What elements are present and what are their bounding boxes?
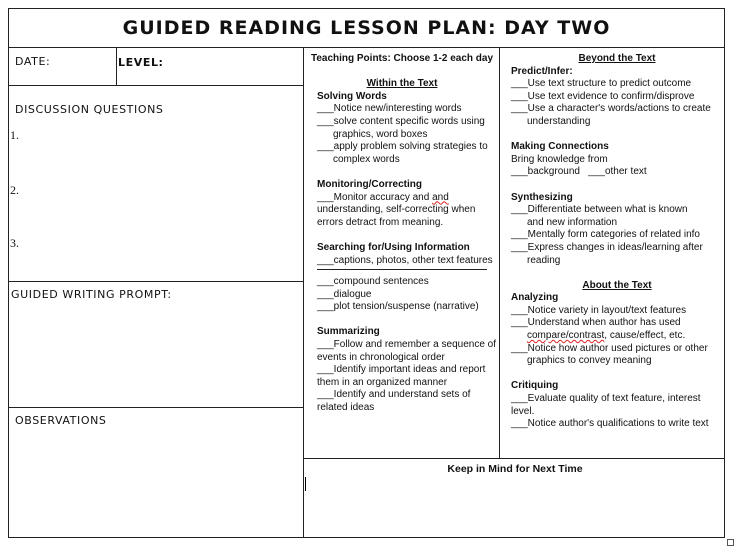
page-title: GUIDED READING LESSON PLAN: DAY TWO [9,9,724,48]
divider-left-column [303,47,304,537]
list-item: ___Identify important ideas and report [317,364,486,376]
list-item: ___Express changes in ideas/learning after [511,241,703,253]
list-item: ___Notice how author used pictures or other [511,342,708,354]
list-item: ___Identify and understand sets of [317,389,471,401]
list-item: ___dialogue [317,288,372,300]
list-item: ___Notice author's qualifications to write text [511,418,709,430]
teaching-points-heading: Teaching Points: Choose 1-2 each day [310,53,494,64]
list-item-continued: related ideas [317,402,375,414]
list-item: ___Use a character's words/actions to create [511,103,711,115]
list-item-continued: them in an organized manner [317,376,448,388]
synthesizing-heading: Synthesizing [511,191,573,203]
list-item: ___Notice variety in layout/text features [511,304,687,316]
level-label: LEVEL: [118,56,164,69]
list-item: ___Monitor accuracy and and [317,191,449,203]
list-item: ___Differentiate between what is known [511,204,688,216]
beyond-the-text-column [511,53,723,431]
list-item-continued: graphics, word boxes [333,128,428,140]
question-number-2: 2. [10,183,19,197]
spellcheck-word: compare/contrast [527,330,605,342]
date-label: DATE: [15,55,51,68]
critiquing-heading: Critiquing [511,380,559,392]
list-item: ___Notice new/interesting words [317,103,462,115]
list-item-continued: understanding [527,115,591,127]
within-the-text-heading: Within the Text [366,78,438,90]
list-item-continued: understanding, self-correcting when [317,204,476,216]
list-item-continued: reading [527,254,561,266]
list-item-continued: complex words [333,153,400,165]
searching-using-information-heading: Searching for/Using Information [317,241,470,253]
spellcheck-word: and [432,191,449,203]
lesson-plan-sheet [8,8,725,538]
question-number-1: 1. [10,128,19,142]
list-item-continued: and new information [527,216,618,228]
guided-writing-prompt-label: GUIDED WRITING PROMPT: [11,288,172,301]
predict-infer-heading: Predict/Infer: [511,65,573,77]
beyond-the-text-heading: Beyond the Text [578,53,656,64]
monitoring-correcting-heading: Monitoring/Correcting [317,178,422,190]
list-item: ___solve content specific words using [317,115,485,127]
list-item: ___captions, photos, other text features [317,254,493,266]
analyzing-heading: Analyzing [511,292,559,304]
divider-observations [9,407,304,408]
list-item: ___compound sentences [317,276,429,288]
list-item: Bring knowledge from [511,153,608,165]
list-item: ___Evaluate quality of text feature, interest level. [511,393,701,417]
blank-line [317,269,487,270]
list-item-continued: graphics to convey meaning [527,355,652,367]
question-number-3: 3. [10,236,19,250]
list-item: ___Understand when author has used [511,317,681,329]
within-the-text-column [310,53,499,415]
divider-keep-in-mind [304,458,725,459]
keep-in-mind-heading: Keep in Mind for Next Time [447,463,583,475]
solving-words-heading: Solving Words [317,90,387,102]
divider-right-column [499,47,500,458]
about-the-text-heading: About the Text [582,279,652,291]
divider-writing-prompt [9,281,304,282]
list-item: ___apply problem solving strategies to [317,141,488,153]
list-item: ___background ___other text [511,166,647,178]
divider-date-row [9,85,304,86]
list-item: ___Follow and remember a sequence of [317,339,496,351]
list-item-continued: errors detract from meaning. [317,216,444,228]
text-cursor [305,477,306,491]
list-item: ___Mentally form categories of related info [511,229,700,241]
discussion-questions-label: DISCUSSION QUESTIONS [15,103,164,116]
divider-date-level [116,47,117,85]
observations-label: OBSERVATIONS [15,414,107,427]
making-connections-heading: Making Connections [511,141,609,153]
resize-handle[interactable] [727,539,734,546]
list-item-continued: events in chronological order [317,351,445,363]
list-item: ___Use text evidence to confirm/disprove [511,90,695,102]
list-item: ___plot tension/suspense (narrative) [317,301,479,313]
list-item: ___Use text structure to predict outcome [511,78,692,90]
summarizing-heading: Summarizing [317,326,380,338]
list-item-continued: compare/contrast, cause/effect, etc. [527,330,686,342]
